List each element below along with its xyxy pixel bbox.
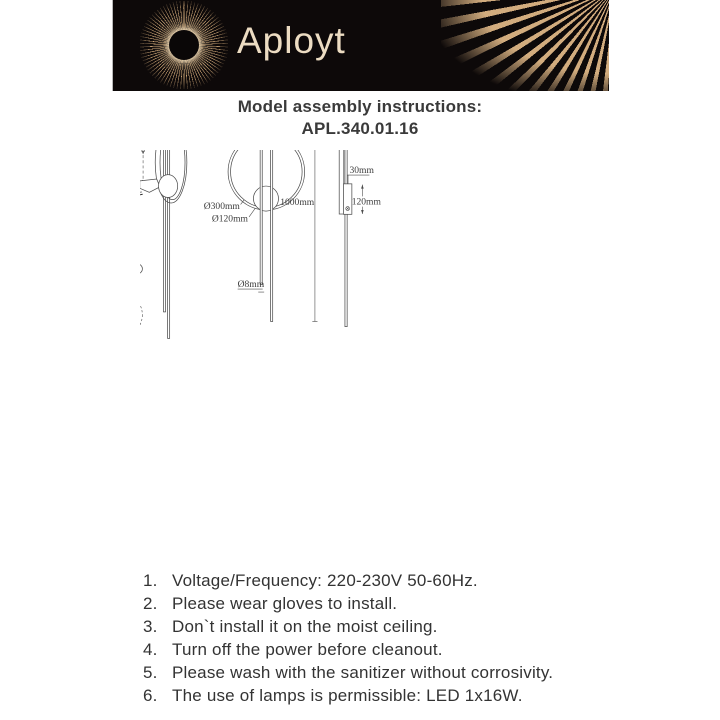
- technical-drawing: [140, 150, 612, 568]
- side-tube: [345, 150, 347, 327]
- item-text: Don`t install it on the moist ceiling.: [172, 617, 438, 636]
- sphere-outline: [253, 186, 278, 211]
- side-view: [336, 150, 381, 327]
- tube-diameter-callout: [238, 279, 265, 292]
- page-title: Model assembly instructions:: [237, 97, 483, 116]
- screw-icon: [140, 150, 146, 183]
- gap-label: 30mm: [349, 165, 374, 177]
- list-item: [143, 684, 613, 707]
- power-cables: [140, 188, 143, 217]
- item-text: Please wear gloves to install.: [172, 594, 398, 613]
- item-number: 2.: [143, 594, 158, 613]
- decorative-rays-icon: [441, 0, 609, 91]
- item-text: Turn off the power before cleanout.: [172, 640, 443, 659]
- item-text: Voltage/Frequency: 220-230V 50-60Hz.: [172, 571, 478, 590]
- lamp-sphere: [159, 175, 178, 198]
- sunburst-logo-icon: [140, 1, 228, 89]
- front-tube-short: [271, 150, 273, 321]
- brand-name: Aployt: [237, 20, 346, 61]
- tube-diameter-label: Ø8mm: [237, 279, 265, 291]
- item-number: 1.: [143, 571, 158, 590]
- list-item: [143, 615, 613, 638]
- height-dimension: [280, 150, 317, 321]
- bracket-label: 120mm: [351, 196, 381, 208]
- mounting-box: [343, 184, 351, 214]
- item-text: The use of lamps is permissible: LED 1x16W.: [172, 686, 523, 705]
- installation-diagram: [140, 150, 187, 338]
- ring-edge-profile: [339, 150, 344, 214]
- front-view: [204, 150, 318, 321]
- item-number: 6.: [143, 686, 158, 705]
- ring-diameter-label: Ø300mm: [203, 200, 240, 212]
- list-item: [143, 638, 613, 661]
- gap-dimension: [347, 165, 374, 184]
- model-number: APL.340.01.16: [301, 119, 419, 138]
- item-text: Please wash with the sanitizer without corrosivity.: [172, 663, 554, 682]
- brand-banner: [112, 0, 609, 91]
- list-item: [143, 592, 613, 615]
- list-item: [143, 569, 613, 592]
- bracket-dimension: [352, 185, 382, 214]
- item-number: 5.: [143, 663, 158, 682]
- item-number: 4.: [143, 640, 158, 659]
- callout-2-badge: [140, 264, 142, 274]
- ball-diameter-label: Ø120mm: [211, 213, 248, 225]
- item-number: 3.: [143, 617, 158, 636]
- detail-circle-terminal: [140, 292, 142, 337]
- list-item: [143, 661, 613, 684]
- ring-diameter-callout: [204, 200, 244, 212]
- lamp-tube-long: [163, 150, 165, 312]
- title-block: [112, 96, 608, 139]
- instruction-list: [143, 569, 613, 707]
- front-tube-long: [260, 150, 262, 285]
- mounting-plate: [140, 179, 160, 192]
- height-label: 1000mm: [280, 196, 315, 208]
